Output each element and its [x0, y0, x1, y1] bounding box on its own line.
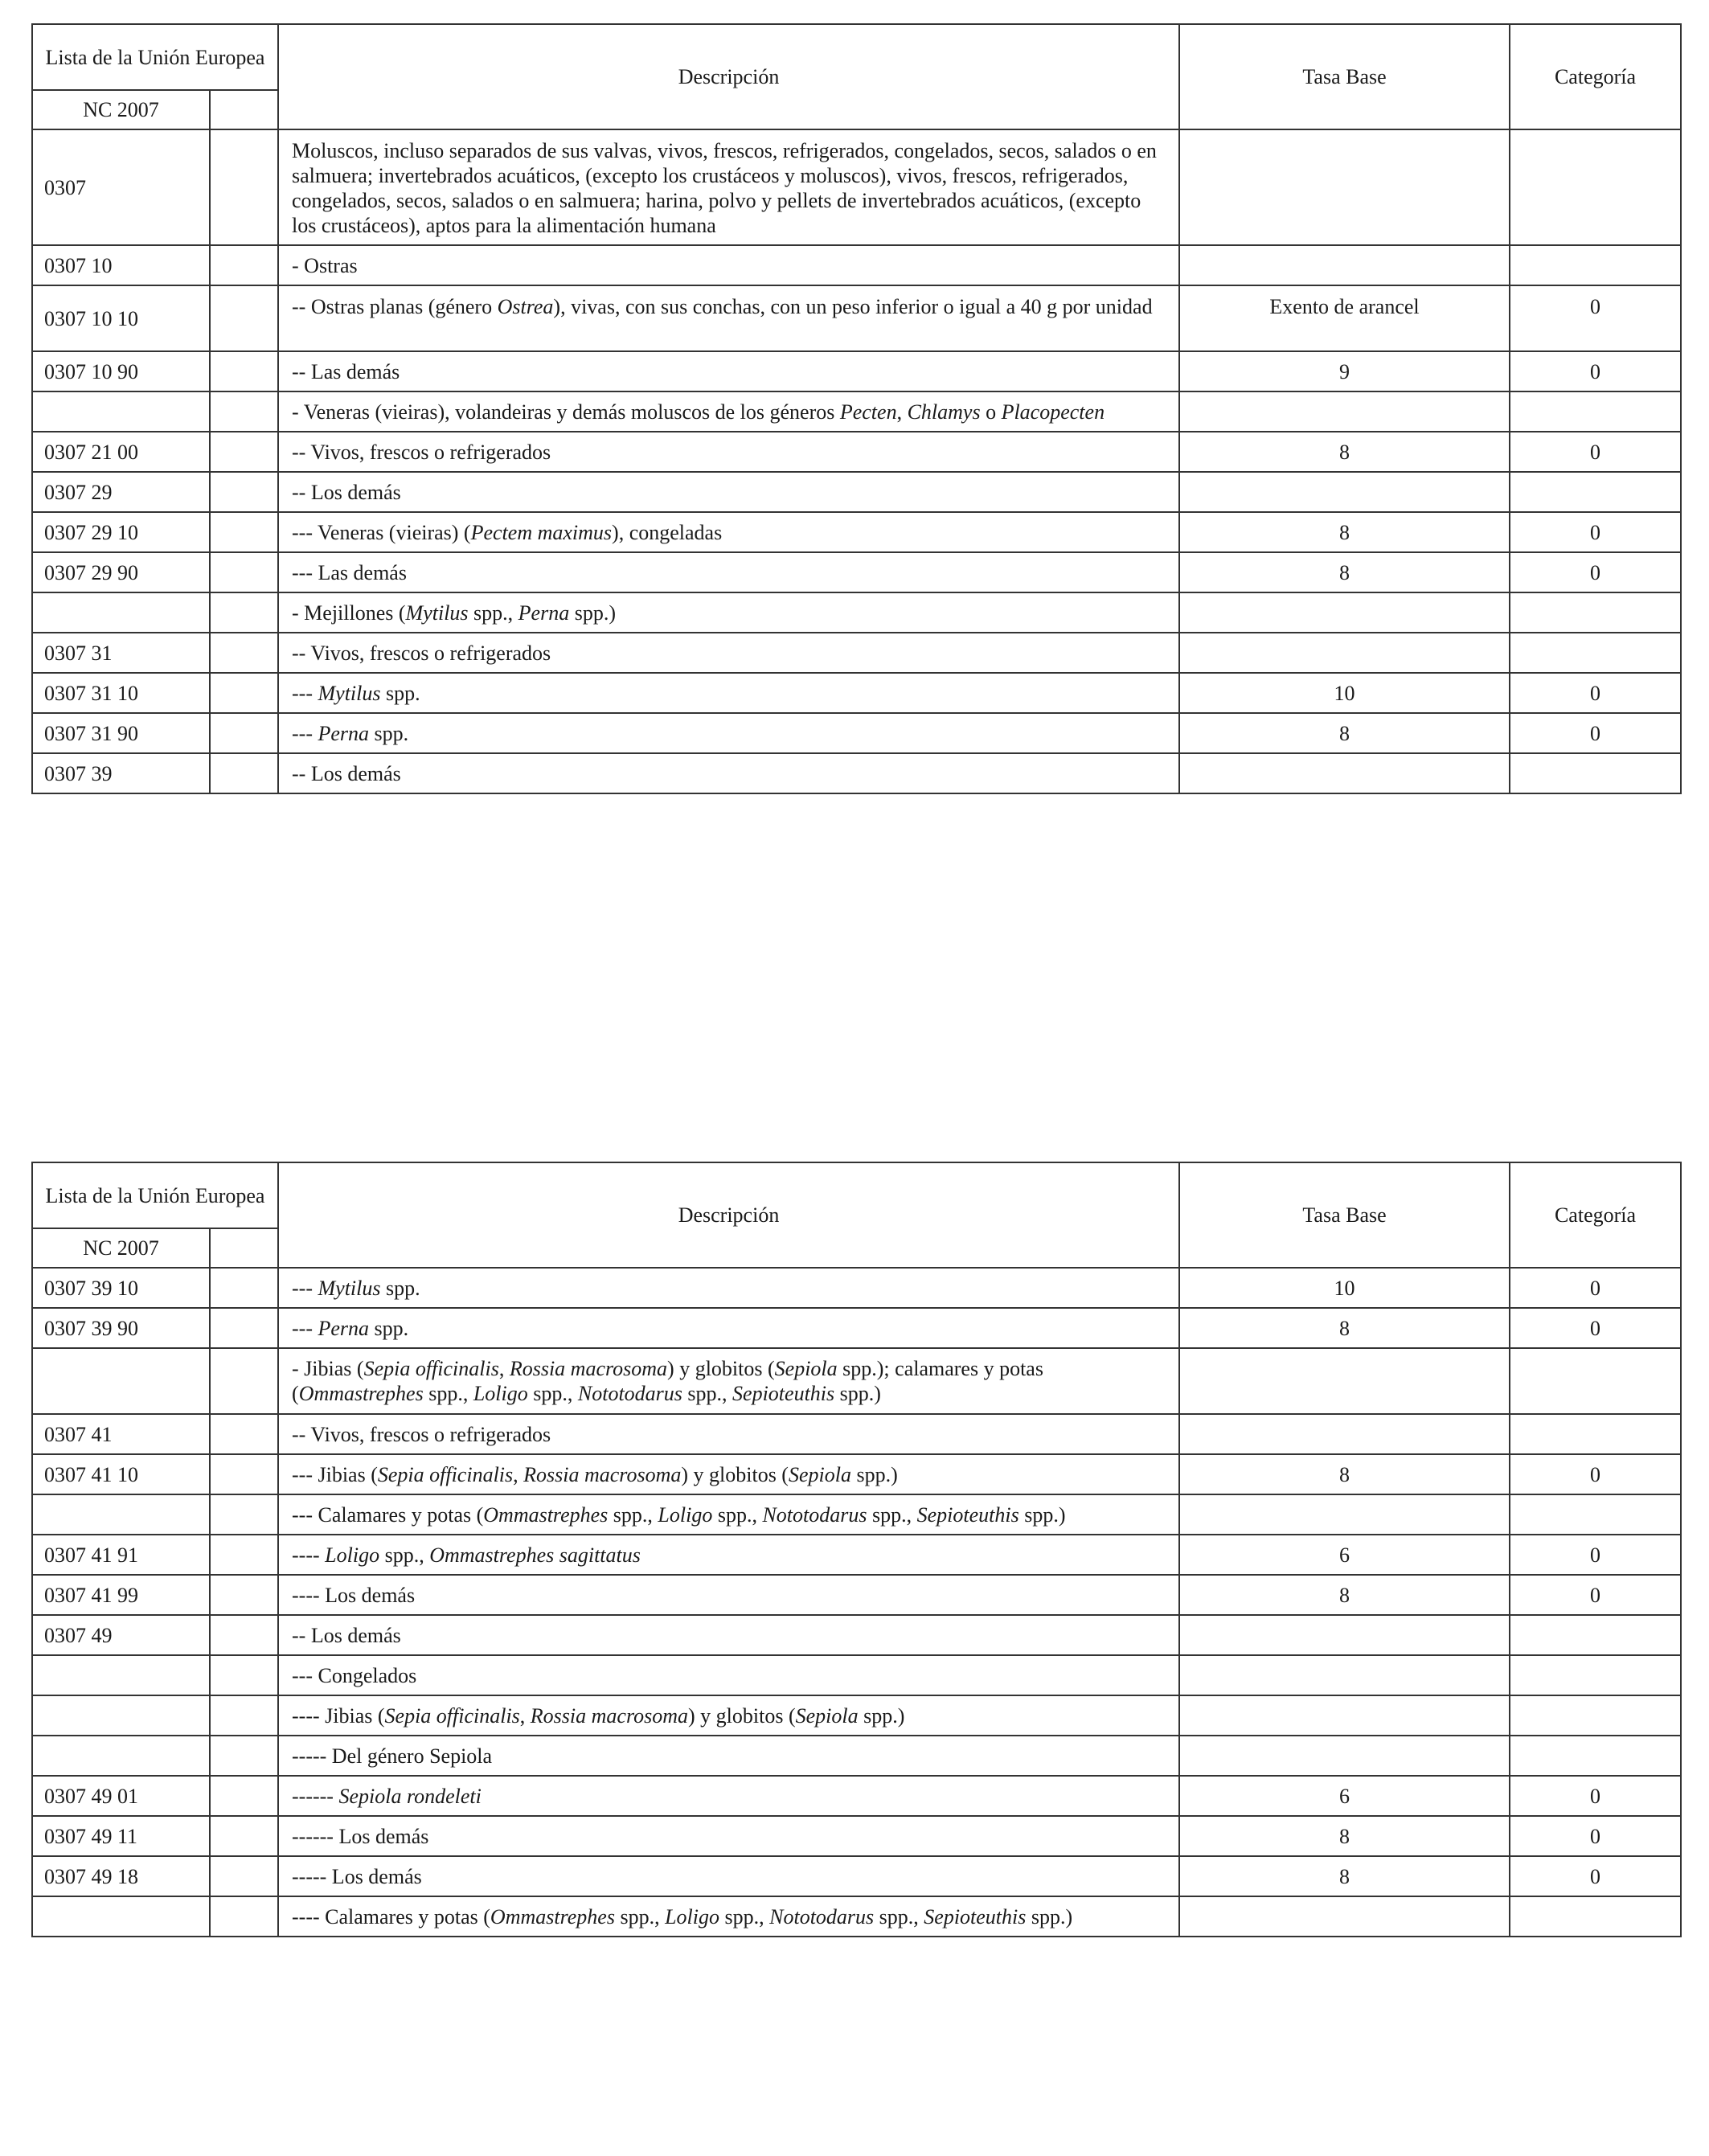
- tasa-base-cell: 10: [1179, 1268, 1510, 1308]
- description-italic-text: Pectem maximus: [470, 520, 613, 544]
- nc-code-cell: 0307 49 18: [32, 1856, 210, 1896]
- tasa-base-cell: [1179, 472, 1510, 512]
- blank-cell: [210, 129, 278, 245]
- table-row: [32, 1454, 1681, 1494]
- table-row: [32, 1494, 1681, 1535]
- description-cell: [278, 1575, 1179, 1615]
- description-cell: [278, 1494, 1179, 1535]
- description-text: ---: [292, 1276, 318, 1300]
- description-text: -- Vivos, frescos o refrigerados: [292, 1422, 551, 1446]
- table-row: [32, 129, 1681, 245]
- description-cell: [278, 1695, 1179, 1736]
- description-text: ,: [896, 400, 908, 424]
- table-row: [32, 713, 1681, 753]
- description-italic-text: Nototodarus: [769, 1904, 875, 1929]
- nc-code-cell: [32, 391, 210, 432]
- nc-code-cell: 0307 41 10: [32, 1454, 210, 1494]
- description-italic-text: Sepiola rondeleti: [338, 1784, 482, 1808]
- table-row: [32, 432, 1681, 472]
- description-cell: [278, 1736, 1179, 1776]
- description-italic-text: Loligo: [325, 1543, 380, 1567]
- categoria-cell: 0: [1510, 1308, 1681, 1348]
- description-italic-text: Perna: [318, 1316, 370, 1340]
- nc-code-cell: 0307 39 10: [32, 1268, 210, 1308]
- description-italic-text: Sepia officinalis: [384, 1703, 520, 1728]
- categoria-cell: 0: [1510, 1535, 1681, 1575]
- description-text: -- Los demás: [292, 480, 401, 504]
- header-nc-2007: NC 2007: [32, 1228, 210, 1268]
- categoria-cell: [1510, 1655, 1681, 1695]
- categoria-cell: 0: [1510, 1816, 1681, 1856]
- table-row: [32, 1414, 1681, 1454]
- description-text: spp.,: [379, 1543, 430, 1567]
- header-blank-cell: [210, 1228, 278, 1268]
- description-cell: [278, 472, 1179, 512]
- description-text: ,: [513, 1462, 524, 1486]
- description-italic-text: Sepiola: [795, 1703, 859, 1728]
- blank-cell: [210, 1414, 278, 1454]
- nc-code-cell: 0307 39: [32, 753, 210, 793]
- nc-code-cell: [32, 1655, 210, 1695]
- blank-cell: [210, 1655, 278, 1695]
- tasa-base-cell: 8: [1179, 1856, 1510, 1896]
- blank-cell: [210, 1695, 278, 1736]
- nc-code-cell: 0307 10 90: [32, 351, 210, 391]
- blank-cell: [210, 753, 278, 793]
- table-row: [32, 1655, 1681, 1695]
- table-row: [32, 1856, 1681, 1896]
- description-cell: [278, 633, 1179, 673]
- tasa-base-cell: 8: [1179, 1575, 1510, 1615]
- table-row: [32, 472, 1681, 512]
- tasa-base-cell: [1179, 245, 1510, 285]
- description-italic-text: Loligo: [658, 1502, 713, 1527]
- description-text: - Jibias (: [292, 1357, 364, 1380]
- categoria-cell: [1510, 1695, 1681, 1736]
- tasa-base-cell: [1179, 1655, 1510, 1695]
- header-tasa-base: Tasa Base: [1179, 24, 1510, 129]
- description-italic-text: Sepia officinalis: [363, 1357, 499, 1380]
- header-categoria: Categoría: [1510, 24, 1681, 129]
- description-italic-text: Sepioteuthis: [924, 1904, 1027, 1929]
- description-text: spp.: [369, 721, 409, 745]
- table-row: [32, 1308, 1681, 1348]
- description-italic-text: Ommastrephes: [298, 1382, 424, 1405]
- blank-cell: [210, 1816, 278, 1856]
- categoria-cell: [1510, 1896, 1681, 1937]
- nc-code-cell: [32, 1494, 210, 1535]
- tasa-base-cell: 9: [1179, 351, 1510, 391]
- description-text: ) y globitos (: [667, 1357, 775, 1380]
- table-row: [32, 245, 1681, 285]
- blank-cell: [210, 285, 278, 351]
- description-cell: [278, 1535, 1179, 1575]
- blank-cell: [210, 1856, 278, 1896]
- description-italic-text: Sepiola: [774, 1357, 838, 1380]
- description-text: spp.): [858, 1703, 905, 1728]
- tasa-base-cell: [1179, 592, 1510, 633]
- description-italic-text: Perna: [318, 721, 370, 745]
- description-text: Moluscos, incluso separados de sus valvas, vivos, frescos, refrigerados, congelados, secos, salados o en salmuera; invertebrados acuáticos, (excepto los crustáceos y moluscos), vivos, frescos, refrigerados, congelados, secos, salados o en salmuera; harina, polvo y pellets de invertebrados acuáticos, (excepto los crustáceos), aptos para la alimentación humana: [292, 139, 1157, 237]
- nc-code-cell: 0307 49: [32, 1615, 210, 1655]
- tasa-base-cell: [1179, 753, 1510, 793]
- description-text: ), vivas, con sus conchas, con un peso inferior o igual a 40 g por unidad: [553, 295, 1153, 318]
- tasa-base-cell: 8: [1179, 432, 1510, 472]
- table-row: [32, 753, 1681, 793]
- description-text: spp.): [850, 1462, 898, 1486]
- nc-code-cell: [32, 1736, 210, 1776]
- table-row: [32, 1268, 1681, 1308]
- description-cell: [278, 129, 1179, 245]
- blank-cell: [210, 592, 278, 633]
- nc-code-cell: 0307 31: [32, 633, 210, 673]
- description-text: spp.,: [423, 1382, 473, 1405]
- description-cell: [278, 1856, 1179, 1896]
- description-text: -- Las demás: [292, 359, 400, 383]
- blank-cell: [210, 512, 278, 552]
- table-row: [32, 633, 1681, 673]
- categoria-cell: 0: [1510, 432, 1681, 472]
- header-descripcion: Descripción: [278, 24, 1179, 129]
- categoria-cell: 0: [1510, 1776, 1681, 1816]
- categoria-cell: [1510, 1615, 1681, 1655]
- table-row: [32, 1535, 1681, 1575]
- description-text: spp.: [369, 1316, 409, 1340]
- table-row: [32, 512, 1681, 552]
- table-row: [32, 673, 1681, 713]
- table-body: [32, 1268, 1681, 1937]
- description-text: spp.,: [608, 1502, 658, 1527]
- description-text: ------: [292, 1784, 339, 1808]
- tasa-base-cell: [1179, 1414, 1510, 1454]
- description-text: ---: [292, 681, 318, 705]
- description-italic-text: Nototodarus: [577, 1382, 682, 1405]
- header-categoria: Categoría: [1510, 1162, 1681, 1268]
- nc-code-cell: 0307 29: [32, 472, 210, 512]
- nc-code-cell: 0307 10: [32, 245, 210, 285]
- description-cell: [278, 1896, 1179, 1937]
- description-italic-text: Rossia macrosoma: [530, 1703, 689, 1728]
- description-cell: [278, 1268, 1179, 1308]
- description-text: - Ostras: [292, 253, 358, 277]
- description-cell: [278, 1816, 1179, 1856]
- categoria-cell: [1510, 753, 1681, 793]
- description-cell: [278, 592, 1179, 633]
- description-text: spp.,: [682, 1382, 733, 1405]
- categoria-cell: [1510, 1736, 1681, 1776]
- nc-code-cell: 0307 31 90: [32, 713, 210, 753]
- description-cell: [278, 285, 1179, 351]
- description-text: ----- Los demás: [292, 1864, 422, 1888]
- description-italic-text: Rossia macrosoma: [509, 1357, 668, 1380]
- categoria-cell: [1510, 633, 1681, 673]
- description-text: spp.): [834, 1382, 881, 1405]
- tasa-base-cell: [1179, 1736, 1510, 1776]
- tasa-base-cell: 10: [1179, 673, 1510, 713]
- tasa-base-cell: [1179, 633, 1510, 673]
- blank-cell: [210, 1494, 278, 1535]
- blank-cell: [210, 391, 278, 432]
- blank-cell: [210, 351, 278, 391]
- description-text: ---- Los demás: [292, 1583, 416, 1607]
- blank-cell: [210, 432, 278, 472]
- description-text: spp.: [380, 1276, 420, 1300]
- table-row: [32, 1575, 1681, 1615]
- nc-code-cell: [32, 1348, 210, 1414]
- table-row: [32, 1896, 1681, 1937]
- tariff-table: [31, 23, 1682, 794]
- description-text: -- Los demás: [292, 1623, 401, 1647]
- categoria-cell: [1510, 1414, 1681, 1454]
- blank-cell: [210, 1736, 278, 1776]
- nc-code-cell: 0307 41 99: [32, 1575, 210, 1615]
- blank-cell: [210, 1575, 278, 1615]
- description-text: spp.,: [719, 1904, 770, 1929]
- description-italic-text: Ommastrephes: [490, 1904, 615, 1929]
- categoria-cell: 0: [1510, 1454, 1681, 1494]
- nc-code-cell: [32, 1695, 210, 1736]
- categoria-cell: 0: [1510, 713, 1681, 753]
- description-text: --- Las demás: [292, 560, 407, 584]
- categoria-cell: 0: [1510, 285, 1681, 351]
- tariff-table: [31, 1162, 1682, 1937]
- blank-cell: [210, 1268, 278, 1308]
- header-tasa-base: Tasa Base: [1179, 1162, 1510, 1268]
- tasa-base-cell: 8: [1179, 1454, 1510, 1494]
- description-text: ----- Del género Sepiola: [292, 1744, 493, 1768]
- description-text: - Mejillones (: [292, 600, 406, 625]
- description-text: spp.,: [874, 1904, 924, 1929]
- nc-code-cell: 0307 29 90: [32, 552, 210, 592]
- description-cell: [278, 1776, 1179, 1816]
- table-row: [32, 592, 1681, 633]
- description-italic-text: Chlamys: [907, 400, 981, 424]
- description-cell: [278, 552, 1179, 592]
- categoria-cell: 0: [1510, 552, 1681, 592]
- blank-cell: [210, 633, 278, 673]
- categoria-cell: [1510, 391, 1681, 432]
- table-body: [32, 129, 1681, 793]
- tasa-base-cell: 8: [1179, 512, 1510, 552]
- description-text: spp.): [569, 600, 616, 625]
- description-text: -- Vivos, frescos o refrigerados: [292, 641, 551, 665]
- description-cell: [278, 1615, 1179, 1655]
- tasa-base-cell: 8: [1179, 713, 1510, 753]
- description-italic-text: Sepioteuthis: [916, 1502, 1019, 1527]
- description-text: spp.,: [712, 1502, 763, 1527]
- tasa-base-cell: 6: [1179, 1535, 1510, 1575]
- description-italic-text: Mytilus: [405, 600, 469, 625]
- description-italic-text: Sepioteuthis: [732, 1382, 835, 1405]
- categoria-cell: [1510, 245, 1681, 285]
- description-italic-text: Sepia officinalis: [377, 1462, 514, 1486]
- description-text: ,: [498, 1357, 510, 1380]
- description-text: spp.); calamares y potas (: [292, 1357, 1043, 1405]
- description-text: ------ Los demás: [292, 1824, 429, 1848]
- description-italic-text: Rossia macrosoma: [523, 1462, 682, 1486]
- description-italic-text: Ommastrephes: [483, 1502, 609, 1527]
- description-text: -- Vivos, frescos o refrigerados: [292, 440, 551, 464]
- categoria-cell: 0: [1510, 1268, 1681, 1308]
- blank-cell: [210, 673, 278, 713]
- tasa-base-cell: [1179, 1615, 1510, 1655]
- tasa-base-cell: [1179, 1494, 1510, 1535]
- tasa-base-cell: 8: [1179, 1816, 1510, 1856]
- nc-code-cell: 0307 31 10: [32, 673, 210, 713]
- table-row: [32, 351, 1681, 391]
- categoria-cell: [1510, 1348, 1681, 1414]
- description-cell: [278, 351, 1179, 391]
- description-text: ----: [292, 1543, 326, 1567]
- description-italic-text: Mytilus: [318, 1276, 381, 1300]
- description-cell: [278, 753, 1179, 793]
- description-cell: [278, 432, 1179, 472]
- description-cell: [278, 673, 1179, 713]
- description-text: o: [980, 400, 1002, 424]
- blank-cell: [210, 1308, 278, 1348]
- header-descripcion: Descripción: [278, 1162, 1179, 1268]
- tasa-base-cell: [1179, 1348, 1510, 1414]
- categoria-cell: [1510, 1494, 1681, 1535]
- description-italic-text: Perna: [518, 600, 570, 625]
- description-text: --- Calamares y potas (: [292, 1502, 484, 1527]
- description-cell: [278, 512, 1179, 552]
- table-row: [32, 1348, 1681, 1414]
- table-row: [32, 391, 1681, 432]
- categoria-cell: [1510, 129, 1681, 245]
- header-row: [32, 1162, 1681, 1228]
- nc-code-cell: [32, 592, 210, 633]
- header-blank-cell: [210, 90, 278, 129]
- blank-cell: [210, 472, 278, 512]
- description-italic-text: Loligo: [665, 1904, 719, 1929]
- categoria-cell: [1510, 592, 1681, 633]
- tasa-base-cell: 8: [1179, 552, 1510, 592]
- description-cell: [278, 391, 1179, 432]
- tasa-base-cell: Exento de arancel: [1179, 285, 1510, 351]
- description-text: --- Jibias (: [292, 1462, 378, 1486]
- description-cell: [278, 1308, 1179, 1348]
- table-row: [32, 552, 1681, 592]
- description-text: --- Veneras (vieiras) (: [292, 520, 471, 544]
- tasa-base-cell: [1179, 1695, 1510, 1736]
- description-cell: [278, 1414, 1179, 1454]
- description-text: -- Ostras planas (género: [292, 295, 498, 318]
- blank-cell: [210, 1776, 278, 1816]
- description-text: ---: [292, 721, 318, 745]
- description-text: spp.,: [867, 1502, 917, 1527]
- blank-cell: [210, 245, 278, 285]
- nc-code-cell: 0307 49 11: [32, 1816, 210, 1856]
- description-italic-text: Pecten: [839, 400, 897, 424]
- nc-code-cell: 0307 41 91: [32, 1535, 210, 1575]
- description-text: ---- Jibias (: [292, 1703, 385, 1728]
- description-cell: [278, 245, 1179, 285]
- description-cell: [278, 1454, 1179, 1494]
- description-text: ) y globitos (: [681, 1462, 789, 1486]
- nc-code-cell: 0307 49 01: [32, 1776, 210, 1816]
- categoria-cell: [1510, 472, 1681, 512]
- description-italic-text: Nototodarus: [762, 1502, 867, 1527]
- nc-code-cell: 0307 39 90: [32, 1308, 210, 1348]
- table-row: [32, 1736, 1681, 1776]
- description-text: spp.): [1026, 1904, 1073, 1929]
- categoria-cell: 0: [1510, 1575, 1681, 1615]
- nc-code-cell: [32, 1896, 210, 1937]
- tasa-base-cell: 8: [1179, 1308, 1510, 1348]
- description-cell: [278, 713, 1179, 753]
- tasa-base-cell: [1179, 1896, 1510, 1937]
- blank-cell: [210, 713, 278, 753]
- categoria-cell: 0: [1510, 351, 1681, 391]
- description-text: ---- Calamares y potas (: [292, 1904, 490, 1929]
- categoria-cell: 0: [1510, 1856, 1681, 1896]
- header-row: [32, 24, 1681, 90]
- blank-cell: [210, 1535, 278, 1575]
- description-italic-text: Mytilus: [318, 681, 381, 705]
- nc-code-cell: 0307 41: [32, 1414, 210, 1454]
- description-text: - Veneras (vieiras), volandeiras y demás moluscos de los géneros: [292, 400, 840, 424]
- description-italic-text: Placopecten: [1001, 400, 1105, 424]
- description-text: -- Los demás: [292, 761, 401, 785]
- nc-code-cell: 0307 21 00: [32, 432, 210, 472]
- description-italic-text: Loligo: [473, 1382, 528, 1405]
- blank-cell: [210, 1896, 278, 1937]
- table-row: [32, 285, 1681, 351]
- tasa-base-cell: 6: [1179, 1776, 1510, 1816]
- description-text: ), congeladas: [612, 520, 723, 544]
- description-text: spp.,: [614, 1904, 666, 1929]
- table-row: [32, 1695, 1681, 1736]
- description-text: spp.,: [527, 1382, 578, 1405]
- description-text: --- Congelados: [292, 1663, 417, 1687]
- description-text: spp.: [380, 681, 420, 705]
- description-italic-text: Ommastrephes sagittatus: [429, 1543, 641, 1567]
- table-row: [32, 1776, 1681, 1816]
- tasa-base-cell: [1179, 391, 1510, 432]
- blank-cell: [210, 1615, 278, 1655]
- table-row: [32, 1816, 1681, 1856]
- description-cell: [278, 1348, 1179, 1414]
- description-text: ,: [519, 1703, 531, 1728]
- categoria-cell: 0: [1510, 673, 1681, 713]
- description-text: ) y globitos (: [688, 1703, 796, 1728]
- nc-code-cell: 0307 29 10: [32, 512, 210, 552]
- header-lista: Lista de la Unión Europea: [32, 24, 278, 90]
- description-cell: [278, 1655, 1179, 1695]
- blank-cell: [210, 552, 278, 592]
- description-text: spp.): [1018, 1502, 1066, 1527]
- description-text: spp.,: [468, 600, 518, 625]
- description-italic-text: Sepiola: [788, 1462, 851, 1486]
- table-row: [32, 1615, 1681, 1655]
- tasa-base-cell: [1179, 129, 1510, 245]
- header-nc-2007: NC 2007: [32, 90, 210, 129]
- blank-cell: [210, 1454, 278, 1494]
- blank-cell: [210, 1348, 278, 1414]
- categoria-cell: 0: [1510, 512, 1681, 552]
- description-italic-text: Ostrea: [497, 295, 554, 318]
- header-lista: Lista de la Unión Europea: [32, 1162, 278, 1228]
- nc-code-cell: 0307 10 10: [32, 285, 210, 351]
- nc-code-cell: 0307: [32, 129, 210, 245]
- description-text: ---: [292, 1316, 318, 1340]
